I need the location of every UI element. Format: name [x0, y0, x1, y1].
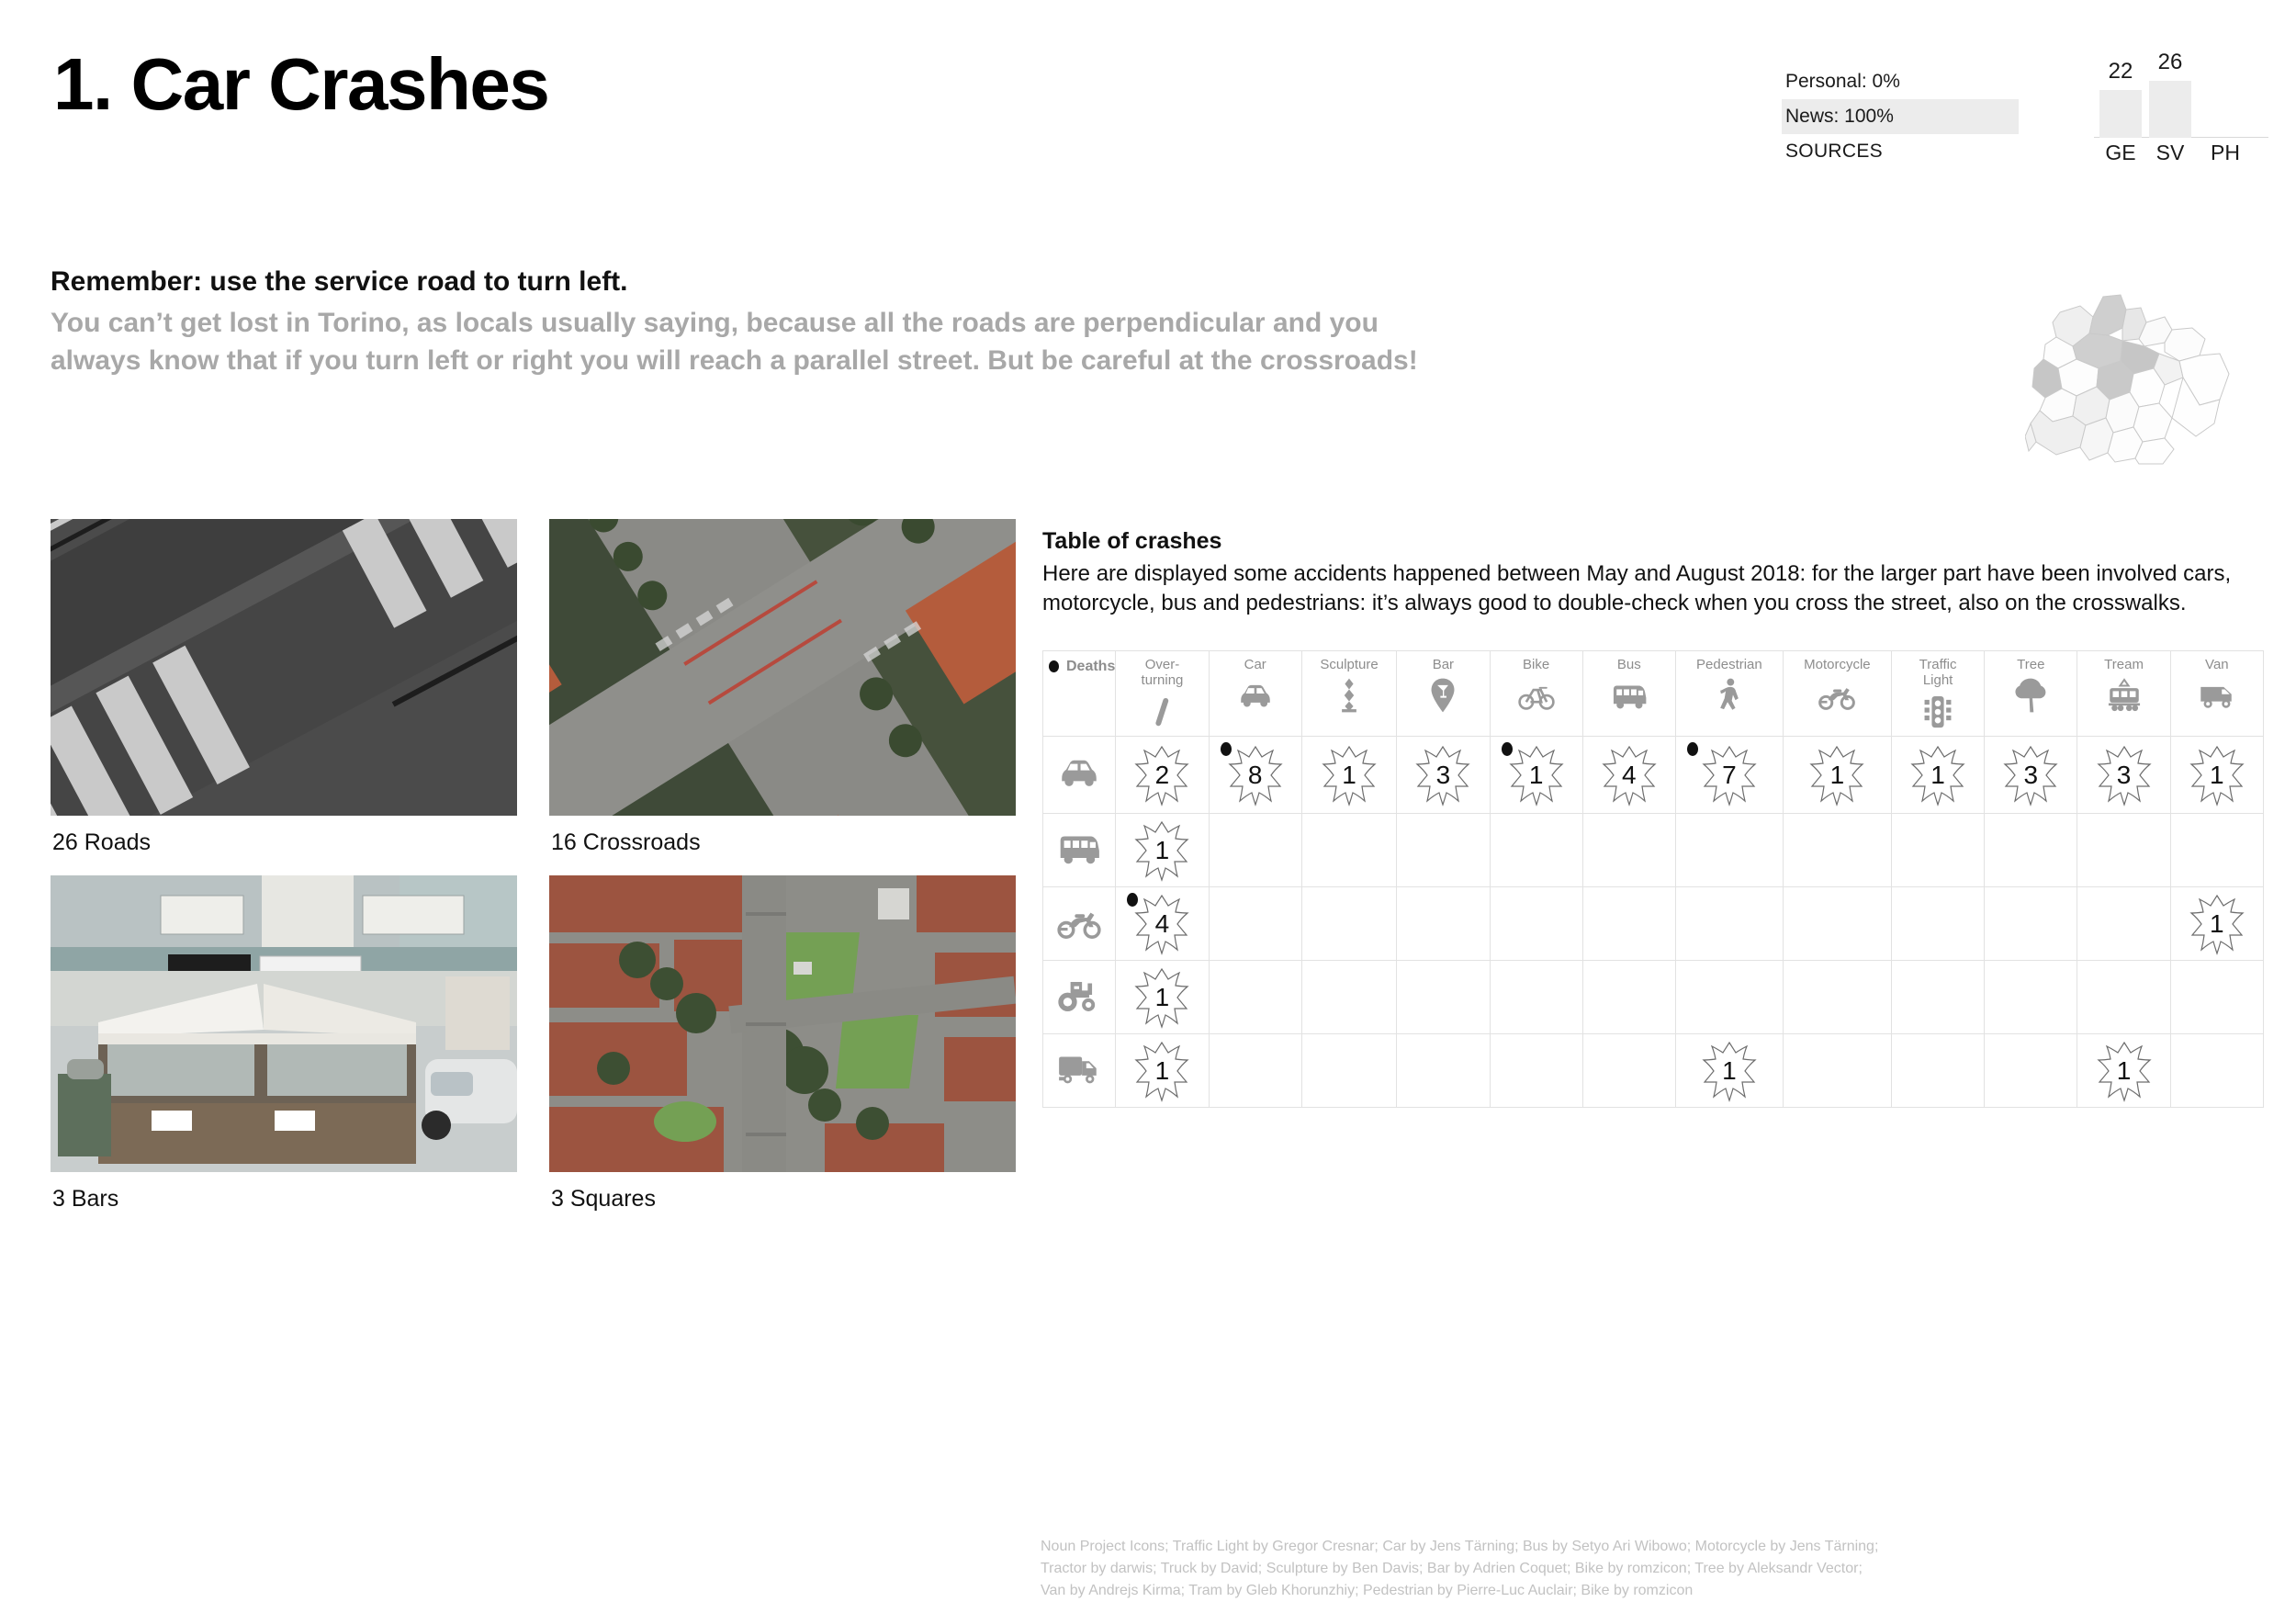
- credits-line-2: Tractor by darwis; Truck by David; Sculpture by Ben Davis; Bar by Adrien Coquet; Bike by romzicon; Tree by Aleksandr Vector;: [1041, 1561, 1863, 1576]
- row-vehicle-truck: [1043, 1034, 1116, 1108]
- crash-cell: [1209, 737, 1301, 814]
- crash-count-value: 1: [1930, 760, 1945, 789]
- crash-cell: [1116, 814, 1209, 887]
- crash-cell: [2170, 1034, 2263, 1108]
- table-row: [1043, 1034, 2264, 1108]
- crash-count-badge: [1227, 744, 1284, 806]
- crash-count-badge: [2189, 893, 2245, 955]
- crash-cell: [1116, 1034, 1209, 1108]
- deaths-legend-label: Deaths: [1066, 659, 1116, 674]
- crash-table: [1042, 650, 2264, 1108]
- crash-count-value: 7: [1722, 760, 1737, 789]
- row-vehicle-motorcycle: [1043, 887, 1116, 961]
- crash-count-badge: [2002, 744, 2059, 806]
- icon-credits: [1041, 1536, 2051, 1602]
- crash-count-badge: [1133, 893, 1190, 955]
- traffic-light-icon: [1919, 693, 1957, 736]
- personal-share: Personal: 0%: [1785, 71, 1900, 92]
- crash-cell: [1985, 887, 2077, 961]
- table-row: [1043, 814, 2264, 887]
- source-meta: [1782, 64, 2030, 169]
- truck-icon: [1056, 1045, 1102, 1096]
- crash-cell: [1985, 1034, 2077, 1108]
- crash-count-value: 8: [1247, 760, 1263, 789]
- crash-cell: [1891, 887, 1984, 961]
- table-description: Here are displayed some accidents happened between May and August 2018: for the larger part have been involved cars, motorcycle, bus and pedestrians: it’s always good to double-check when you cross the street, also on the crosswalks.: [1042, 561, 2232, 615]
- van-icon: [2198, 676, 2236, 719]
- crash-cell: [1582, 887, 1675, 961]
- crash-cell: [1301, 737, 1396, 814]
- crash-cell: [1675, 887, 1783, 961]
- crash-cell: [2077, 961, 2170, 1034]
- car-icon: [1236, 676, 1275, 719]
- column-label: Van: [2205, 657, 2229, 672]
- crash-cell: [1891, 961, 1984, 1034]
- crash-count-badge: [1133, 1040, 1190, 1102]
- photo-caption-bars: 3 Bars: [52, 1186, 119, 1212]
- crash-cell: [2077, 887, 2170, 961]
- credits-line-3: Van by Andrejs Kirma; Tram by Gleb Khorunzhiy; Pedestrian by Pierre-Luc Auclair; Bike by romzicon: [1041, 1583, 1694, 1598]
- motorcycle-icon: [1818, 676, 1856, 719]
- crash-cell: [1985, 737, 2077, 814]
- intro-block: [51, 266, 1474, 379]
- crash-cell: [1783, 737, 1891, 814]
- crash-cell: [1490, 737, 1582, 814]
- overturning-icon: [1142, 693, 1181, 736]
- crash-cell: [1209, 961, 1301, 1034]
- crash-cell: [1397, 961, 1490, 1034]
- crash-count-value: 1: [1722, 1055, 1737, 1085]
- crash-cell: [1490, 1034, 1582, 1108]
- bike-icon: [1517, 676, 1556, 719]
- tractor-icon: [1056, 972, 1102, 1022]
- source-bar-label-ph: PH: [2211, 141, 2240, 164]
- crash-count-value: 1: [1154, 1055, 1170, 1085]
- column-label: Car: [1244, 657, 1266, 672]
- crash-cell: [1397, 1034, 1490, 1108]
- crash-cell: [1891, 1034, 1984, 1108]
- table-header-tream: [2077, 651, 2170, 737]
- crash-count-badge: [1508, 744, 1565, 806]
- crash-count-value: 4: [1154, 908, 1170, 938]
- crash-cell: [1675, 1034, 1783, 1108]
- tree-icon: [2011, 676, 2050, 719]
- map-icon: [2025, 289, 2268, 473]
- crash-cell: [1490, 961, 1582, 1034]
- crash-count-value: 3: [2023, 760, 2039, 789]
- crash-count-value: 1: [2210, 908, 2224, 938]
- crash-count-value: 2: [1154, 760, 1170, 789]
- crash-cell: [1783, 814, 1891, 887]
- crash-cell: [1116, 737, 1209, 814]
- crash-cell: [1582, 737, 1675, 814]
- table-intro: [1042, 528, 2264, 617]
- crash-count-badge: [1414, 744, 1471, 806]
- crash-cell: [1209, 814, 1301, 887]
- motorcycle-icon: [1056, 898, 1102, 949]
- intro-body: You can’t get lost in Torino, as locals usually saying, because all the roads are perpendicular and you always know that if you turn left or right you will reach a parallel street. But be careful at the crossroads!: [51, 308, 1418, 376]
- crash-cell: [1397, 737, 1490, 814]
- page-title: 1. Car Crashes: [53, 43, 549, 125]
- crash-count-badge: [1133, 744, 1190, 806]
- crash-cell: [1582, 961, 1675, 1034]
- crash-count-value: 1: [2116, 1055, 2132, 1085]
- crash-cell: [1783, 1034, 1891, 1108]
- crash-cell: [1490, 887, 1582, 961]
- crash-cell: [1209, 1034, 1301, 1108]
- death-dot-icon: [1687, 742, 1698, 756]
- crash-count-badge: [1909, 744, 1966, 806]
- table-row: [1043, 961, 2264, 1034]
- crash-count-badge: [1133, 966, 1190, 1029]
- crash-count-badge: [2096, 1040, 2153, 1102]
- column-label: Pedestrian: [1696, 657, 1762, 672]
- crash-cell: [2170, 961, 2263, 1034]
- photo-caption-squares: 3 Squares: [551, 1186, 656, 1212]
- crash-count-value: 1: [1829, 760, 1845, 789]
- source-bar-label-sv: SV: [2155, 141, 2185, 164]
- credits-line-1: Noun Project Icons; Traffic Light by Gregor Cresnar; Car by Jens Tärning; Bus by Setyo Ari Wibowo; Motorcycle by Jens Tärning;: [1041, 1539, 1879, 1554]
- crash-cell: [1783, 961, 1891, 1034]
- tram-icon: [2105, 676, 2144, 719]
- column-label: Over- turning: [1141, 657, 1184, 689]
- table-row: [1043, 737, 2264, 814]
- column-label: Motorcycle: [1804, 657, 1871, 672]
- bar-streetview-art: [51, 875, 517, 1172]
- crash-cell: [1301, 961, 1396, 1034]
- table-header-bar: [1397, 651, 1490, 737]
- photo-bar-streetview: [51, 875, 517, 1172]
- crosswalk-aerial-art: [51, 519, 517, 816]
- crash-count-badge: [1701, 1040, 1758, 1102]
- table-header-bike: [1490, 651, 1582, 737]
- column-label: Sculpture: [1320, 657, 1379, 672]
- crash-count-value: 4: [1622, 760, 1637, 789]
- crash-cell: [1116, 961, 1209, 1034]
- column-label: Bus: [1616, 657, 1641, 672]
- car-icon: [1056, 750, 1102, 800]
- source-bar-ge-value: 22: [2108, 59, 2133, 84]
- column-label: Tree: [2017, 657, 2045, 672]
- crash-count-value: 3: [2116, 760, 2132, 789]
- row-vehicle-car: [1043, 737, 1116, 814]
- crash-count-value: 1: [1154, 982, 1170, 1011]
- crash-cell: [1675, 814, 1783, 887]
- square-aerial-art: [549, 875, 1016, 1172]
- table-header-sculpture: [1301, 651, 1396, 737]
- crash-cell: [1582, 1034, 1675, 1108]
- crash-cell: [1675, 737, 1783, 814]
- table-header-over-turning: [1116, 651, 1209, 737]
- sources-label: SOURCES: [1785, 141, 1883, 162]
- news-share: News: 100%: [1782, 99, 2019, 134]
- crash-cell: [1397, 887, 1490, 961]
- source-bar-sv: [2149, 50, 2191, 138]
- sculpture-icon: [1330, 676, 1368, 719]
- crash-count-badge: [1701, 744, 1758, 806]
- crash-cell: [1490, 814, 1582, 887]
- column-label: Bike: [1523, 657, 1550, 672]
- table-row: [1043, 887, 2264, 961]
- photo-caption-roads: 26 Roads: [52, 829, 152, 855]
- crash-cell: [2170, 814, 2263, 887]
- table-header-row: [1043, 651, 2264, 737]
- source-bar-label-ge: GE: [2105, 141, 2136, 164]
- sources-bar-chart: [2094, 50, 2268, 165]
- crash-cell: [2077, 814, 2170, 887]
- crash-cell: [1301, 887, 1396, 961]
- row-vehicle-bus: [1043, 814, 1116, 887]
- table-body: [1043, 737, 2264, 1108]
- death-dot-icon: [1049, 660, 1059, 672]
- bar-icon: [1424, 676, 1462, 719]
- crash-cell: [2170, 737, 2263, 814]
- crash-cell: [2077, 737, 2170, 814]
- crash-cell: [1985, 814, 2077, 887]
- source-bar-ge: [2099, 59, 2142, 138]
- intro-heading: Remember: use the service road to turn left.: [51, 266, 628, 297]
- crash-count-badge: [1133, 819, 1190, 882]
- crash-cell: [1301, 814, 1396, 887]
- table-header-bus: [1582, 651, 1675, 737]
- crash-count-badge: [1808, 744, 1865, 806]
- table-header-motorcycle: [1783, 651, 1891, 737]
- table-title: Table of crashes: [1042, 528, 1222, 554]
- turin-district-map: [2025, 289, 2268, 473]
- photo-crossroads-aerial: [549, 519, 1016, 816]
- crash-cell: [1582, 814, 1675, 887]
- photo-square-aerial: [549, 875, 1016, 1172]
- bus-icon: [1056, 825, 1102, 875]
- table-header-pedestrian: [1675, 651, 1783, 737]
- crash-cell: [1397, 814, 1490, 887]
- crash-count-value: 1: [1154, 835, 1170, 864]
- crash-count-badge: [2096, 744, 2153, 806]
- table-header-deaths: [1043, 651, 1116, 737]
- photo-caption-crossroads: 16 Crossroads: [551, 829, 701, 855]
- source-bar-sv-value: 26: [2157, 50, 2183, 74]
- crash-cell: [1985, 961, 2077, 1034]
- crash-count-badge: [1601, 744, 1658, 806]
- column-label: Tream: [2104, 657, 2144, 672]
- table-header-car: [1209, 651, 1301, 737]
- bus-icon: [1610, 676, 1649, 719]
- row-vehicle-tractor: [1043, 961, 1116, 1034]
- crash-cell: [2170, 887, 2263, 961]
- table-header-tree: [1985, 651, 2077, 737]
- pedestrian-icon: [1710, 676, 1749, 719]
- crash-count-value: 1: [2210, 760, 2224, 789]
- crash-cell: [1209, 887, 1301, 961]
- crash-cell: [1891, 814, 1984, 887]
- crash-count-badge: [2189, 744, 2245, 806]
- crash-cell: [1301, 1034, 1396, 1108]
- crash-count-value: 3: [1435, 760, 1451, 789]
- crash-cell: [1783, 887, 1891, 961]
- column-label: Traffic Light: [1919, 657, 1957, 689]
- crash-cell: [2077, 1034, 2170, 1108]
- table-header-traffic-light: [1891, 651, 1984, 737]
- crash-cell: [1675, 961, 1783, 1034]
- crossroads-aerial-art: [549, 519, 1016, 816]
- column-label: Bar: [1432, 657, 1455, 672]
- crash-count-value: 1: [1528, 760, 1544, 789]
- photo-crosswalk-aerial: [51, 519, 517, 816]
- table-header-van: [2170, 651, 2263, 737]
- crash-count-value: 1: [1342, 760, 1356, 789]
- crash-cell: [1891, 737, 1984, 814]
- crash-count-badge: [1321, 744, 1378, 806]
- crash-cell: [1116, 887, 1209, 961]
